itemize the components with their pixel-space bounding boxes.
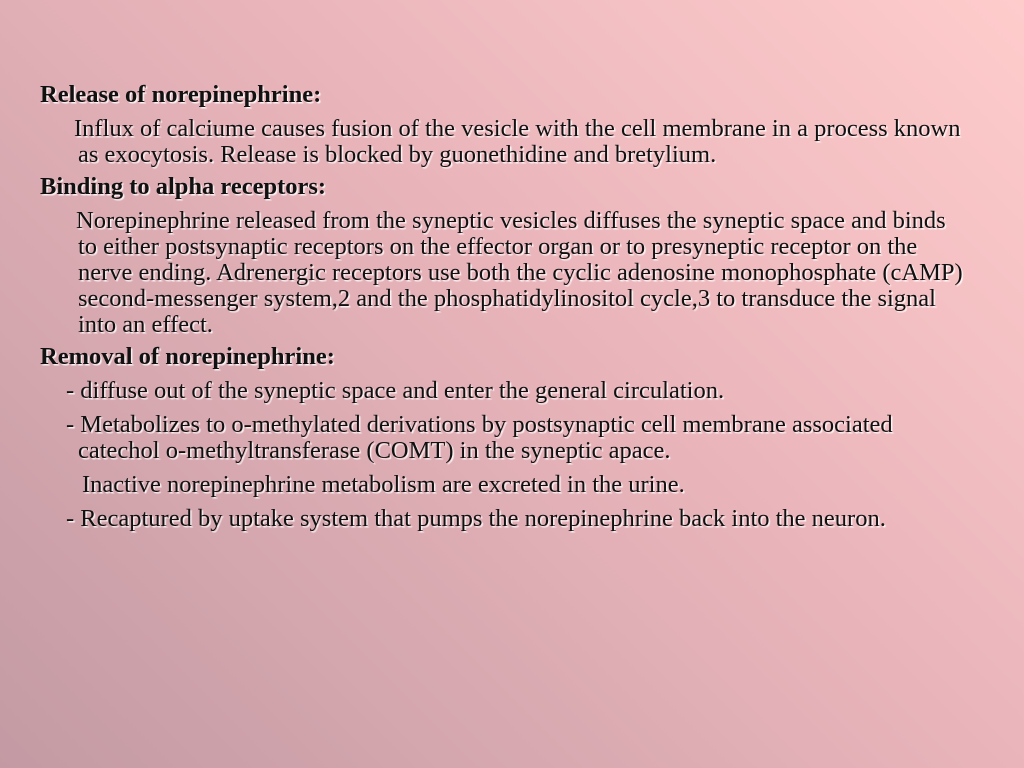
removal-item-diffuse: - diffuse out of the syneptic space and enter the general circulation.: [66, 377, 725, 404]
section-paragraph-release: Influx of calciume causes fusion of the vesicle with the cell membrane in a process known as exocytosis. Release is blocked by guonethidine and bretylium.: [74, 115, 961, 168]
section-heading-binding: Binding to alpha receptors:: [40, 173, 327, 200]
slide-content: [40, 78, 970, 540]
removal-item-metabolize: - Metabolizes to o-methylated derivations by postsynaptic cell membrane associated catechol o-methyltransferase (COMT) in the syneptic apace.: [66, 411, 893, 464]
section-paragraph-binding: Norepinephrine released from the syneptic vesicles diffuses the syneptic space and binds to either postsynaptic receptors on the effector organ or to presyneptic receptor on the nerve ending. Adrenergic receptors use both the cyclic adenosine monophosphate (cAMP) second-messenger system,2 and the phosphatidylinositol cycle,3 to transduce the signal into an effect.: [76, 207, 963, 338]
removal-item-recapture: - Recaptured by uptake system that pumps the norepinephrine back into the neuron.: [66, 505, 886, 532]
section-heading-release: Release of norepinephrine:: [40, 81, 322, 108]
removal-item-inactive: Inactive norepinephrine metabolism are excreted in the urine.: [82, 471, 685, 498]
section-heading-removal: Removal of norepinephrine:: [40, 343, 335, 370]
